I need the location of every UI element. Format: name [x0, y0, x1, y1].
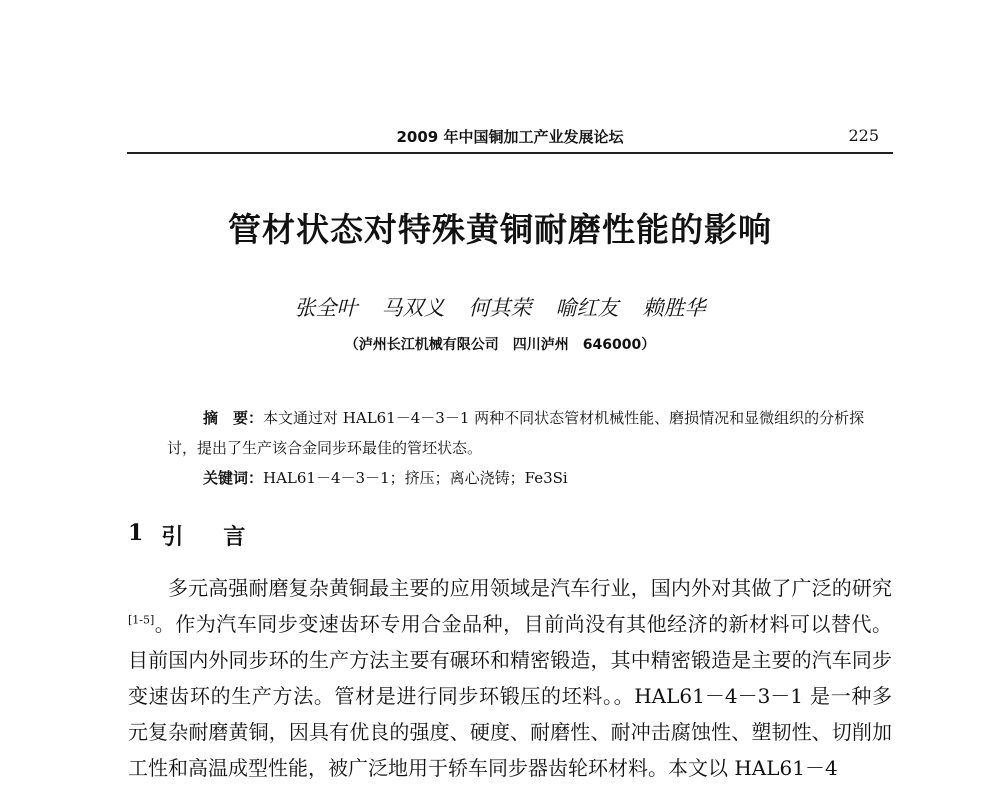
abstract [167, 403, 867, 463]
author: 马双义 [381, 296, 445, 320]
page-number: 225 [848, 126, 879, 145]
keywords-text: HAL61－4－3－1；挤压；离心浇铸；Fe3Si [263, 469, 568, 487]
abstract-label: 摘 要： [203, 409, 264, 427]
keywords-label: 关键词： [203, 469, 264, 487]
body-text-part2: 。作为汽车同步变速齿环专用合金品种，目前尚没有其他经济的新材料可以替代。目前国内外同步环的生产方法主要有碾环和精密锻造，其中精密锻造是主要的汽车同步变速齿环的生产方法。管材是进行同步环锻压的坯料。。HAL61－4－3－1 是一种多元复杂耐磨黄铜，因具有优良的强度、硬度、耐磨性、耐冲击腐蚀性、塑韧性、切削加工性和高温成型性能，被广泛地用于轿车同步器齿轮环材料。本文以 HAL61－4 [128, 612, 892, 780]
author-list [0, 292, 1000, 322]
section-title: 引言 [161, 525, 286, 550]
section-heading [128, 520, 285, 551]
keywords [203, 467, 568, 488]
author: 赖胜华 [642, 296, 706, 320]
author: 张全叶 [294, 296, 358, 320]
body-paragraph [128, 570, 892, 786]
citation: [1-5] [128, 613, 155, 627]
running-header [127, 124, 893, 154]
author: 何其荣 [468, 296, 532, 320]
author: 喻红友 [555, 296, 619, 320]
journal-title: 2009 年中国铜加工产业发展论坛 [396, 128, 624, 146]
abstract-text: 本文通过对 HAL61－4－3－1 两种不同状态管材机械性能、磨损情况和显微组织的分析探讨，提出了生产该合金同步环最佳的管坯状态。 [167, 409, 865, 457]
affiliation: （泸州长江机械有限公司 四川泸州 646000） [344, 337, 656, 353]
body-text-part1: 多元高强耐磨复杂黄铜最主要的应用领域是汽车行业，国内外对其做了广泛的研究 [168, 576, 892, 600]
paper-title: 管材状态对特殊黄铜耐磨性能的影响 [228, 210, 772, 249]
section-number: 1 [128, 520, 144, 546]
